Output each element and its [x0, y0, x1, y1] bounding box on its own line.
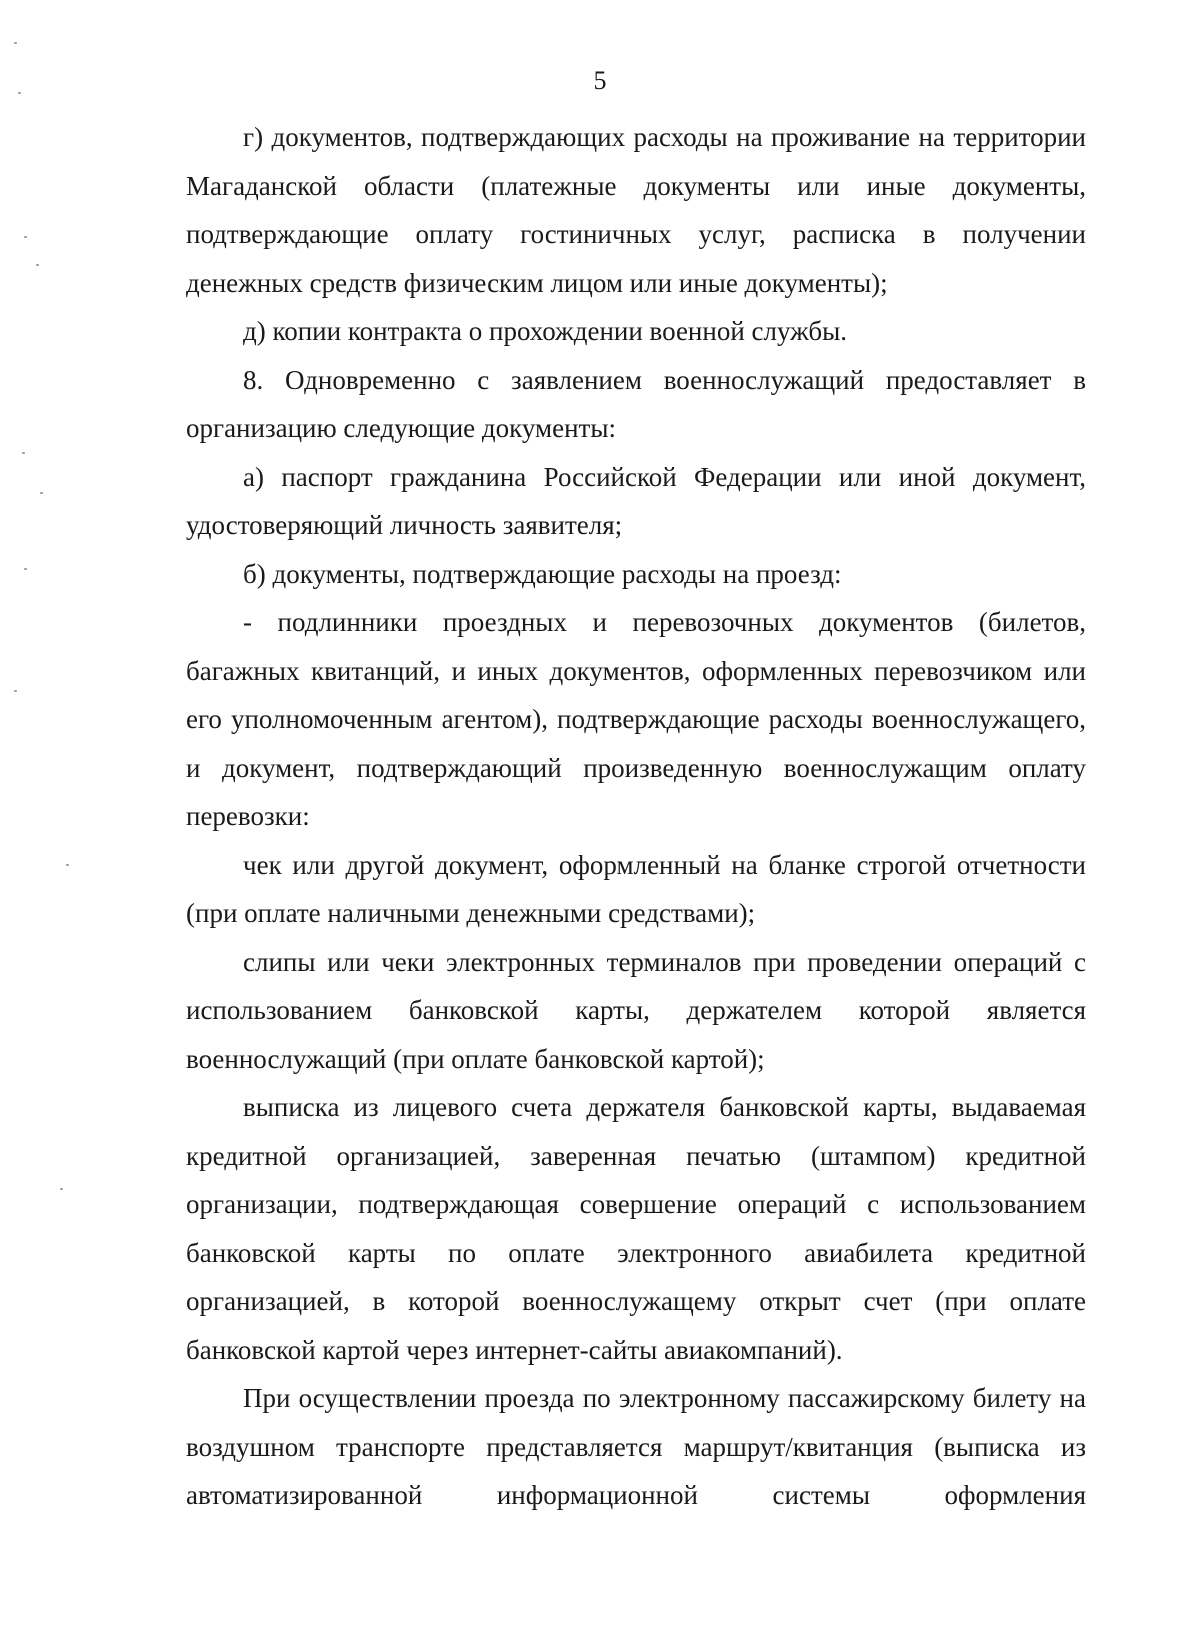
page-number: 5 [593, 66, 607, 95]
paragraph-originals: - подлинники проездных и перевозочных документов (билетов, багажных квитанций, и иных документов, оформленных перевозчиком или его уполномоченным агентом), подтверждающие расходы военнослужащего, и документ, подтверждающий произведенную военнослужащим оплату перевозки: [186, 607, 1086, 831]
paragraph-receipt: чек или другой документ, оформленный на бланке строгой отчетности (при оплате наличными денежными средствами); [186, 849, 1086, 928]
paragraph-g: г) документов, подтверждающих расходы на проживание на территории Магаданской области (платежные документы или иные документы, подтверждающие оплату гостиничных услуг, расписка в получении денежных средств физическим лицом или иные документы); [186, 122, 1086, 298]
scan-artifact [22, 452, 25, 454]
paragraph-d: д) копии контракта о прохождении военной службы. [243, 316, 848, 346]
document-body [186, 113, 1086, 1520]
scan-artifact [36, 264, 39, 266]
paragraph-b: б) документы, подтверждающие расходы на проезд: [243, 558, 842, 589]
scan-artifact [24, 236, 27, 238]
scan-artifact [66, 864, 69, 866]
scan-artifact [60, 1188, 63, 1190]
scan-artifact [14, 690, 17, 692]
paragraph-e-ticket: При осуществлении проезда по электронному пассажирскому билету на воздушном транспорте представляется маршрут/квитанция (выписка из автоматизированной информационной системы оформления [186, 1383, 1086, 1510]
paragraph-8: 8. Одновременно с заявлением военнослужащий предоставляет в организацию следующие документы: [186, 364, 1086, 443]
paragraph-slips: слипы или чеки электронных терминалов при проведении операций с использованием банковской карты, держателем которой является военнослужащий (при оплате банковской картой); [186, 946, 1086, 1074]
scan-artifact [14, 42, 17, 44]
paragraph-a: а) паспорт гражданина Российской Федерации или иной документ, удостоверяющий личность заявителя; [186, 461, 1086, 540]
scan-artifact [40, 492, 43, 494]
paragraph-bank-statement: выписка из лицевого счета держателя банковской карты, выдаваемая кредитной организацией, заверенная печатью (штампом) кредитной организации, подтверждающая совершение операций с использованием банковской карты по оплате электронного авиабилета кредитной организацией, в которой военнослужащему открыт счет (при оплате банковской картой через интернет-сайты авиакомпаний). [186, 1092, 1086, 1365]
scan-artifact [24, 568, 27, 570]
